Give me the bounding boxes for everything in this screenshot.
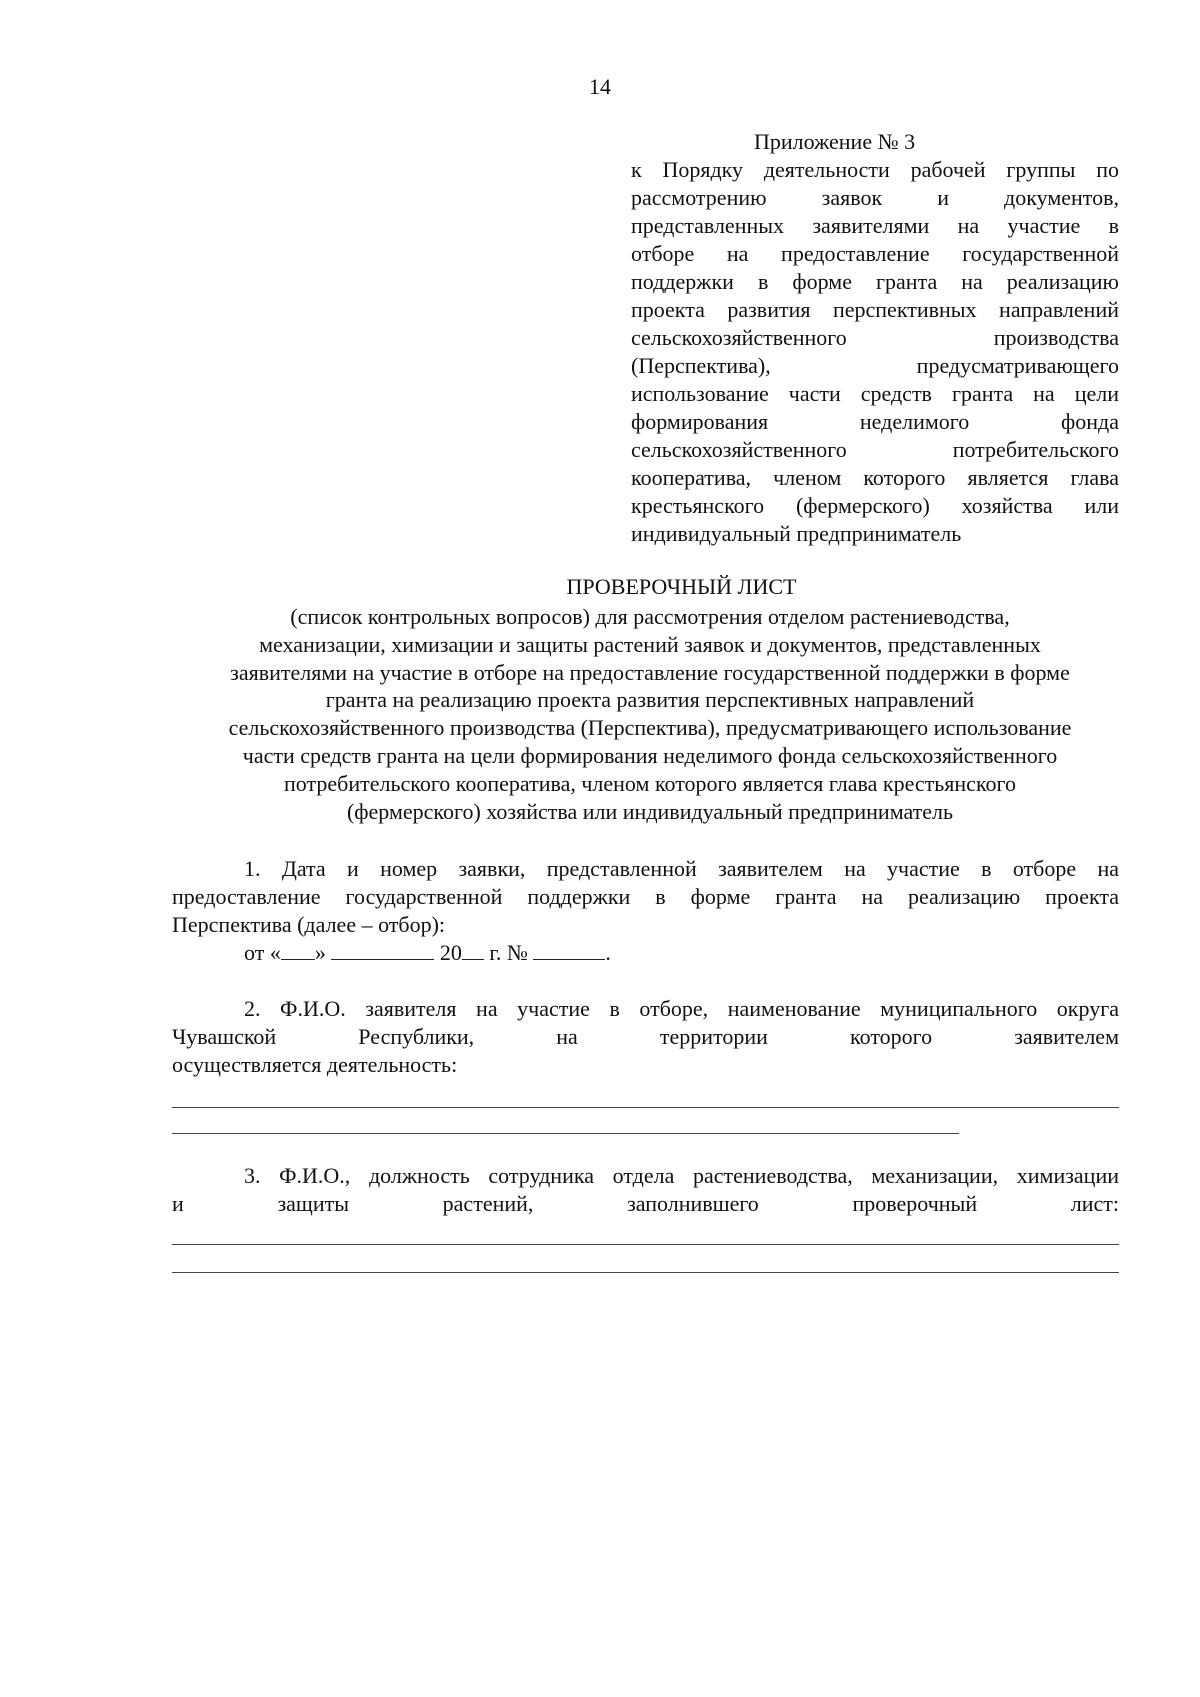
employee-fill-line-1[interactable] <box>172 1244 1119 1245</box>
subtitle-line: (список контрольных вопросов) для рассмотрения отделом растениеводства, <box>290 604 1010 629</box>
date-close-quote: » <box>314 940 326 965</box>
appendix-line: (Перспектива), предусматривающего <box>631 353 1119 378</box>
appendix-title: Приложение № 3 <box>754 129 916 154</box>
checklist-item-2 <box>172 995 1119 1079</box>
appendix-line: отборе на предоставление государственной <box>631 241 1119 266</box>
appendix-line: сельскохозяйственного производства <box>631 325 1119 350</box>
year-prefix: 20 <box>439 940 462 965</box>
subtitle-line: потребительского кооператива, членом которого является глава крестьянского <box>284 770 1016 796</box>
appendix-header <box>631 128 1119 548</box>
item-line: и защиты растений, заполнившего проверочный лист: <box>172 1191 1119 1216</box>
appendix-line: поддержки в форме гранта на реализацию <box>631 269 1119 294</box>
item-line: 2. Ф.И.О. заявителя на участие в отборе, наименование муниципального округа <box>244 996 1119 1021</box>
applicant-fill-line-2[interactable] <box>172 1133 959 1134</box>
item-line: Чувашской Республики, на территории которого заявителем <box>172 1024 1119 1049</box>
appendix-line: рассмотрению заявок и документов, <box>631 185 1119 210</box>
subtitle-line: сельскохозяйственного производства (Перспектива), предусматривающего использование <box>228 715 1072 741</box>
checklist-item-3 <box>172 1162 1119 1218</box>
appendix-line: индивидуальный предприниматель <box>631 521 962 546</box>
year-blank[interactable] <box>462 939 484 960</box>
appendix-line: формирования неделимого фонда <box>631 409 1119 434</box>
date-line-end: . <box>605 940 611 965</box>
item-line: Перспектива (далее – отбор): <box>172 912 446 937</box>
application-date-line <box>244 939 611 966</box>
subtitle-line: заявителями на участие в отборе на предоставление государственной поддержки в форме <box>230 659 1070 685</box>
appendix-body <box>631 156 1119 548</box>
appendix-line: сельскохозяйственного потребительского <box>631 437 1119 462</box>
appendix-line: кооператива, членом которого является глава <box>631 465 1119 490</box>
appendix-line: к Порядку деятельности рабочей группы по <box>631 157 1119 182</box>
item-line: предоставление государственной поддержки в форме гранта на реализацию проекта <box>172 884 1119 909</box>
subtitle-line: гранта на реализацию проекта развития перспективных направлений <box>325 687 975 713</box>
day-blank[interactable] <box>281 939 315 960</box>
subtitle-line: (фермерского) хозяйства или индивидуальный предприниматель <box>346 798 954 824</box>
document-title: ПРОВЕРОЧНЫЙ ЛИСТ <box>566 574 797 599</box>
month-blank[interactable] <box>331 939 434 960</box>
appendix-line: представленных заявителями на участие в <box>631 213 1119 238</box>
appendix-line: использование части средств гранта на цели <box>631 381 1119 406</box>
number-label: г. № <box>489 940 528 965</box>
date-from-label: от « <box>244 940 281 965</box>
document-subtitle <box>170 603 1130 825</box>
item-line: осуществляется деятельность: <box>172 1052 458 1077</box>
subtitle-line: механизации, химизации и защиты растений заявок и документов, представленных <box>259 631 1041 657</box>
item-line: 3. Ф.И.О., должность сотрудника отдела растениеводства, механизации, химизации <box>244 1163 1119 1188</box>
page-number: 14 <box>589 74 611 99</box>
subtitle-line: части средств гранта на цели формирования неделимого фонда сельскохозяйственного <box>242 742 1058 768</box>
checklist-item-1 <box>172 855 1119 939</box>
appendix-line: крестьянского (фермерского) хозяйства или <box>631 493 1119 518</box>
application-number-blank[interactable] <box>533 939 605 960</box>
employee-fill-line-2[interactable] <box>172 1272 1119 1273</box>
item-line: 1. Дата и номер заявки, представленной заявителем на участие в отборе на <box>244 856 1119 881</box>
applicant-fill-line-1[interactable] <box>172 1107 1119 1108</box>
appendix-line: проекта развития перспективных направлений <box>631 297 1119 322</box>
